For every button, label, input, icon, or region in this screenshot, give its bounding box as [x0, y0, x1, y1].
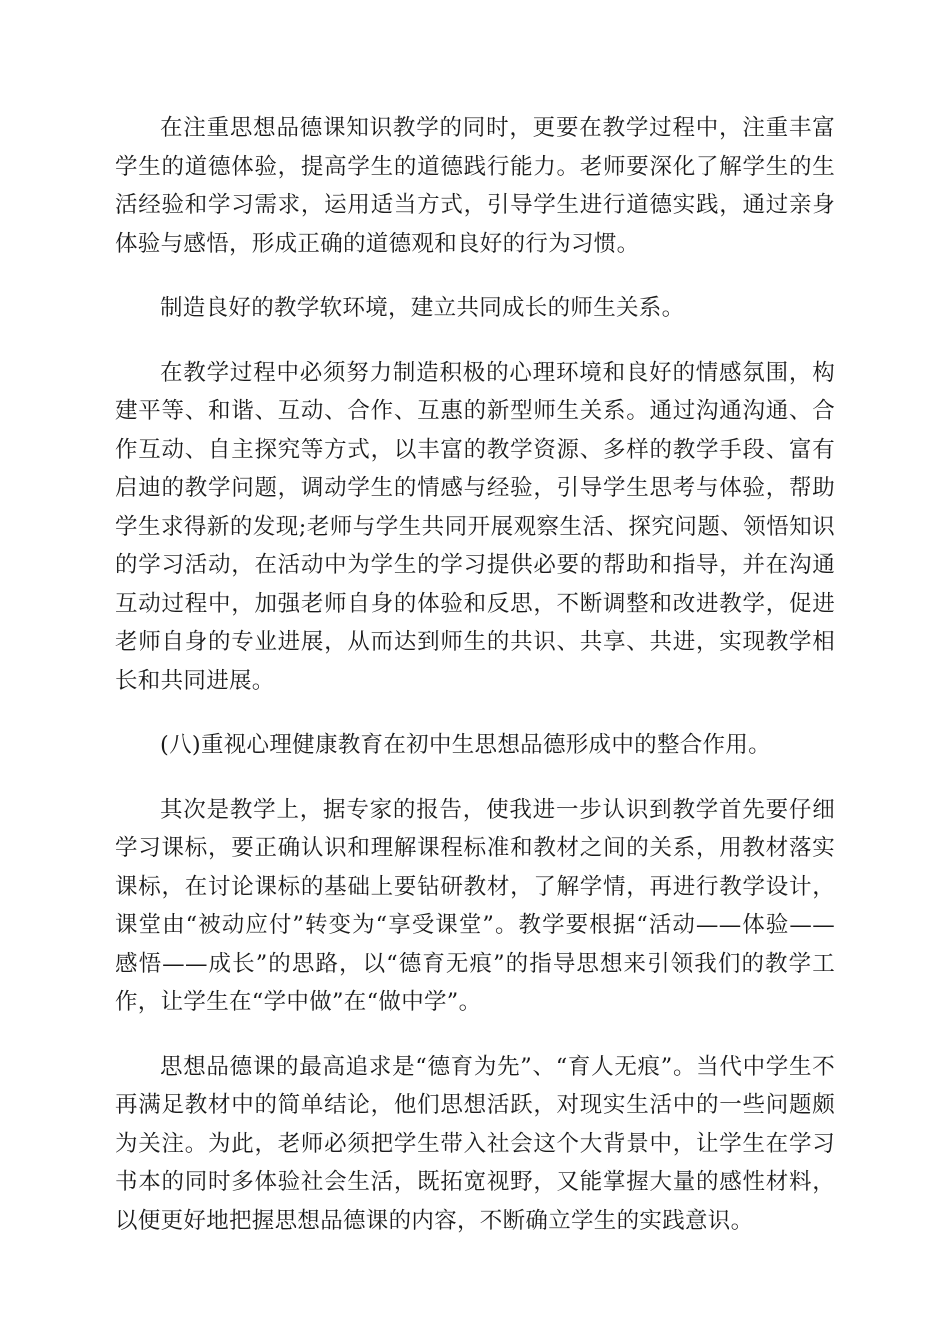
paragraph-section-eight-heading: (八)重视心理健康教育在初中生思想品德形成中的整合作用。: [160, 732, 771, 758]
document-body: [115, 109, 835, 1266]
paragraph-teacher-student-relationship: 在教学过程中必须努力制造积极的心理环境和良好的情感氛围，构建平等、和谐、互动、合作、互惠的新型师生关系。通过沟通沟通、合作互动、自主探究等方式，以丰富的教学资源、多样的教学手段、富有启迪的教学问题，调动学生的情感与经验，引导学生思考与体验，帮助学生求得新的发现;老师与学生共同开展观察生活、探究问题、领悟知识的学习活动，在活动中为学生的学习提供必要的帮助和指导，并在沟通互动过程中，加强老师自身的体验和反思，不断调整和改进教学，促进老师自身的专业进展，从而达到师生的共识、共享、共进，实现教学相长和共同进展。: [115, 359, 835, 694]
paragraph-highest-pursuit: 思想品德课的最高追求是“德育为先”、“育人无痕”。当代中学生不再满足教材中的简单结论，他们思想活跃，对现实生活中的一些问题颇为关注。为此，老师必须把学生带入社会这个大背景中，让学生在学习书本的同时多体验社会生活，既拓宽视野，又能掌握大量的感性材料，以便更好地把握思想品德课的内容，不断确立学生的实践意识。: [115, 1053, 835, 1234]
paragraph-soft-environment-heading: 制造良好的教学软环境，建立共同成长的师生关系。: [160, 295, 685, 321]
paragraph-moral-experience: 在注重思想品德课知识教学的同时，更要在教学过程中，注重丰富学生的道德体验，提高学生的道德践行能力。老师要深化了解学生的生活经验和学习需求，运用适当方式，引导学生进行道德实践，通过亲身体验与感悟，形成正确的道德观和良好的行为习惯。: [115, 115, 835, 257]
paragraph-teaching-curriculum: 其次是教学上，据专家的报告，使我进一步认识到教学首先要仔细学习课标，要正确认识和理解课程标准和教材之间的关系，用教材落实课标，在讨论课标的基础上要钻研教材，了解学情，再进行教学设计，课堂由“被动应付”转变为“享受课堂”。教学要根据“活动——体验——感悟——成长”的思路，以“德育无痕”的指导思想来引领我们的教学工作，让学生在“学中做”在“做中学”。: [115, 796, 835, 1015]
